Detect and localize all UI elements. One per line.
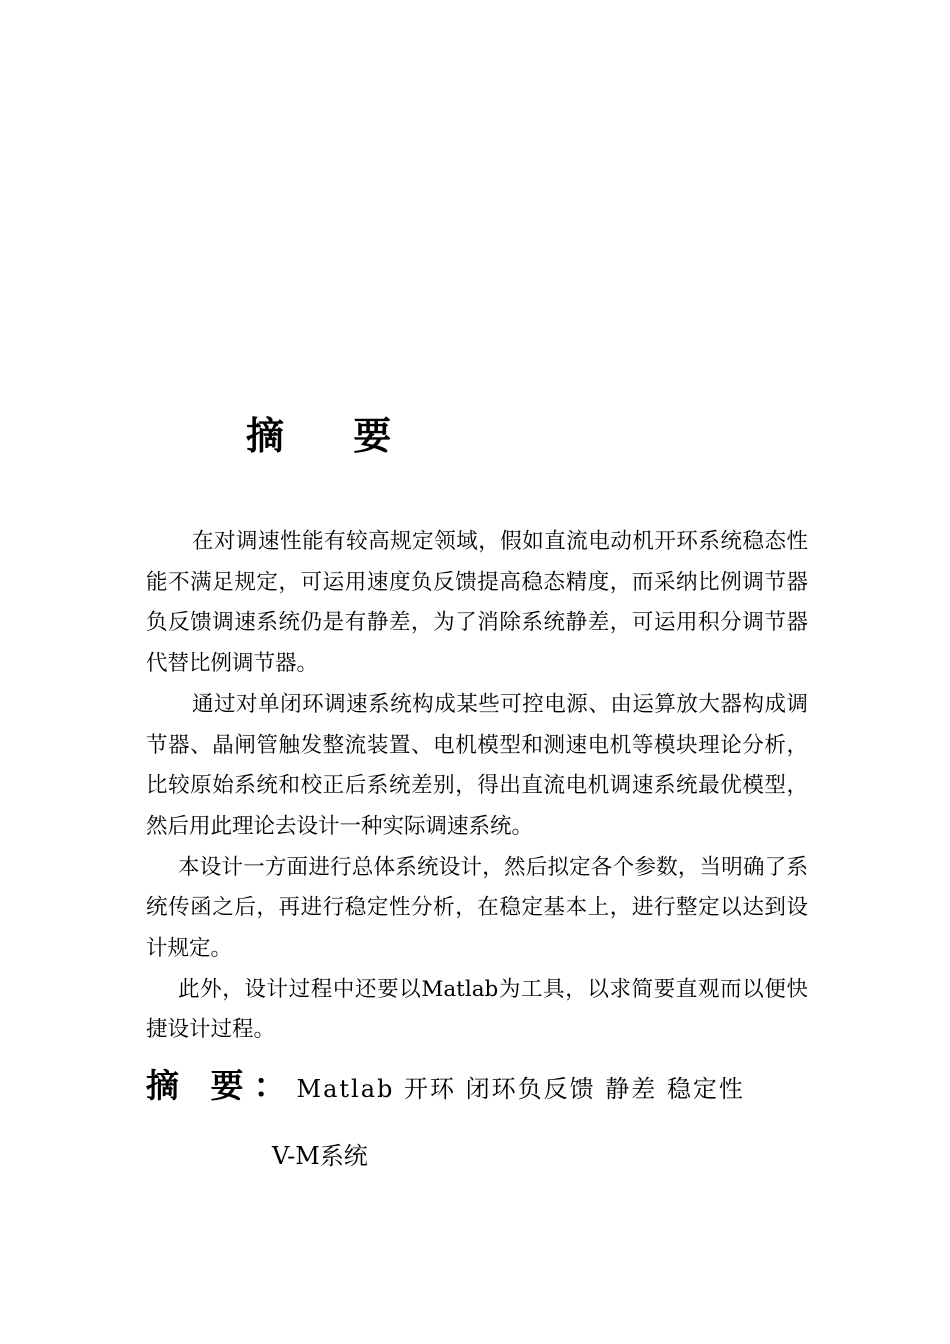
keywords-line-2: V-M系统: [272, 1142, 368, 1170]
keywords-line: [146, 1062, 745, 1116]
keywords-label: 摘 要：: [146, 1066, 297, 1105]
keywords-text: Matlab 开环 闭环负反馈 静差 稳定性: [296, 1075, 745, 1103]
abstract-paragraph-3: 本设计一方面进行总体系统设计，然后拟定各个参数，当明确了系统传函之后，再进行稳定性分析，在稳定基本上，进行整定以达到设计规定。: [146, 854, 808, 962]
abstract-body: [146, 522, 808, 1051]
abstract-title: 摘 要: [246, 413, 420, 458]
abstract-paragraph-4: 此外，设计过程中还要以Matlab为工具，以求简要直观而以便快捷设计过程。: [146, 976, 808, 1043]
abstract-paragraph-1: 在对调速性能有较高规定领域，假如直流电动机开环系统稳态性能不满足规定，可运用速度负反馈提高稳态精度，而采纳比例调节器负反馈调速系统仍是有静差，为了消除系统静差，可运用积分调节器代替比例调节器。: [146, 529, 808, 677]
abstract-paragraph-2: 通过对单闭环调速系统构成某些可控电源、由运算放大器构成调节器、晶闸管触发整流装置、电机模型和测速电机等模块理论分析，比较原始系统和校正后系统差别，得出直流电机调速系统最优模型，然后用此理论去设计一种实际调速系统。: [146, 691, 808, 839]
